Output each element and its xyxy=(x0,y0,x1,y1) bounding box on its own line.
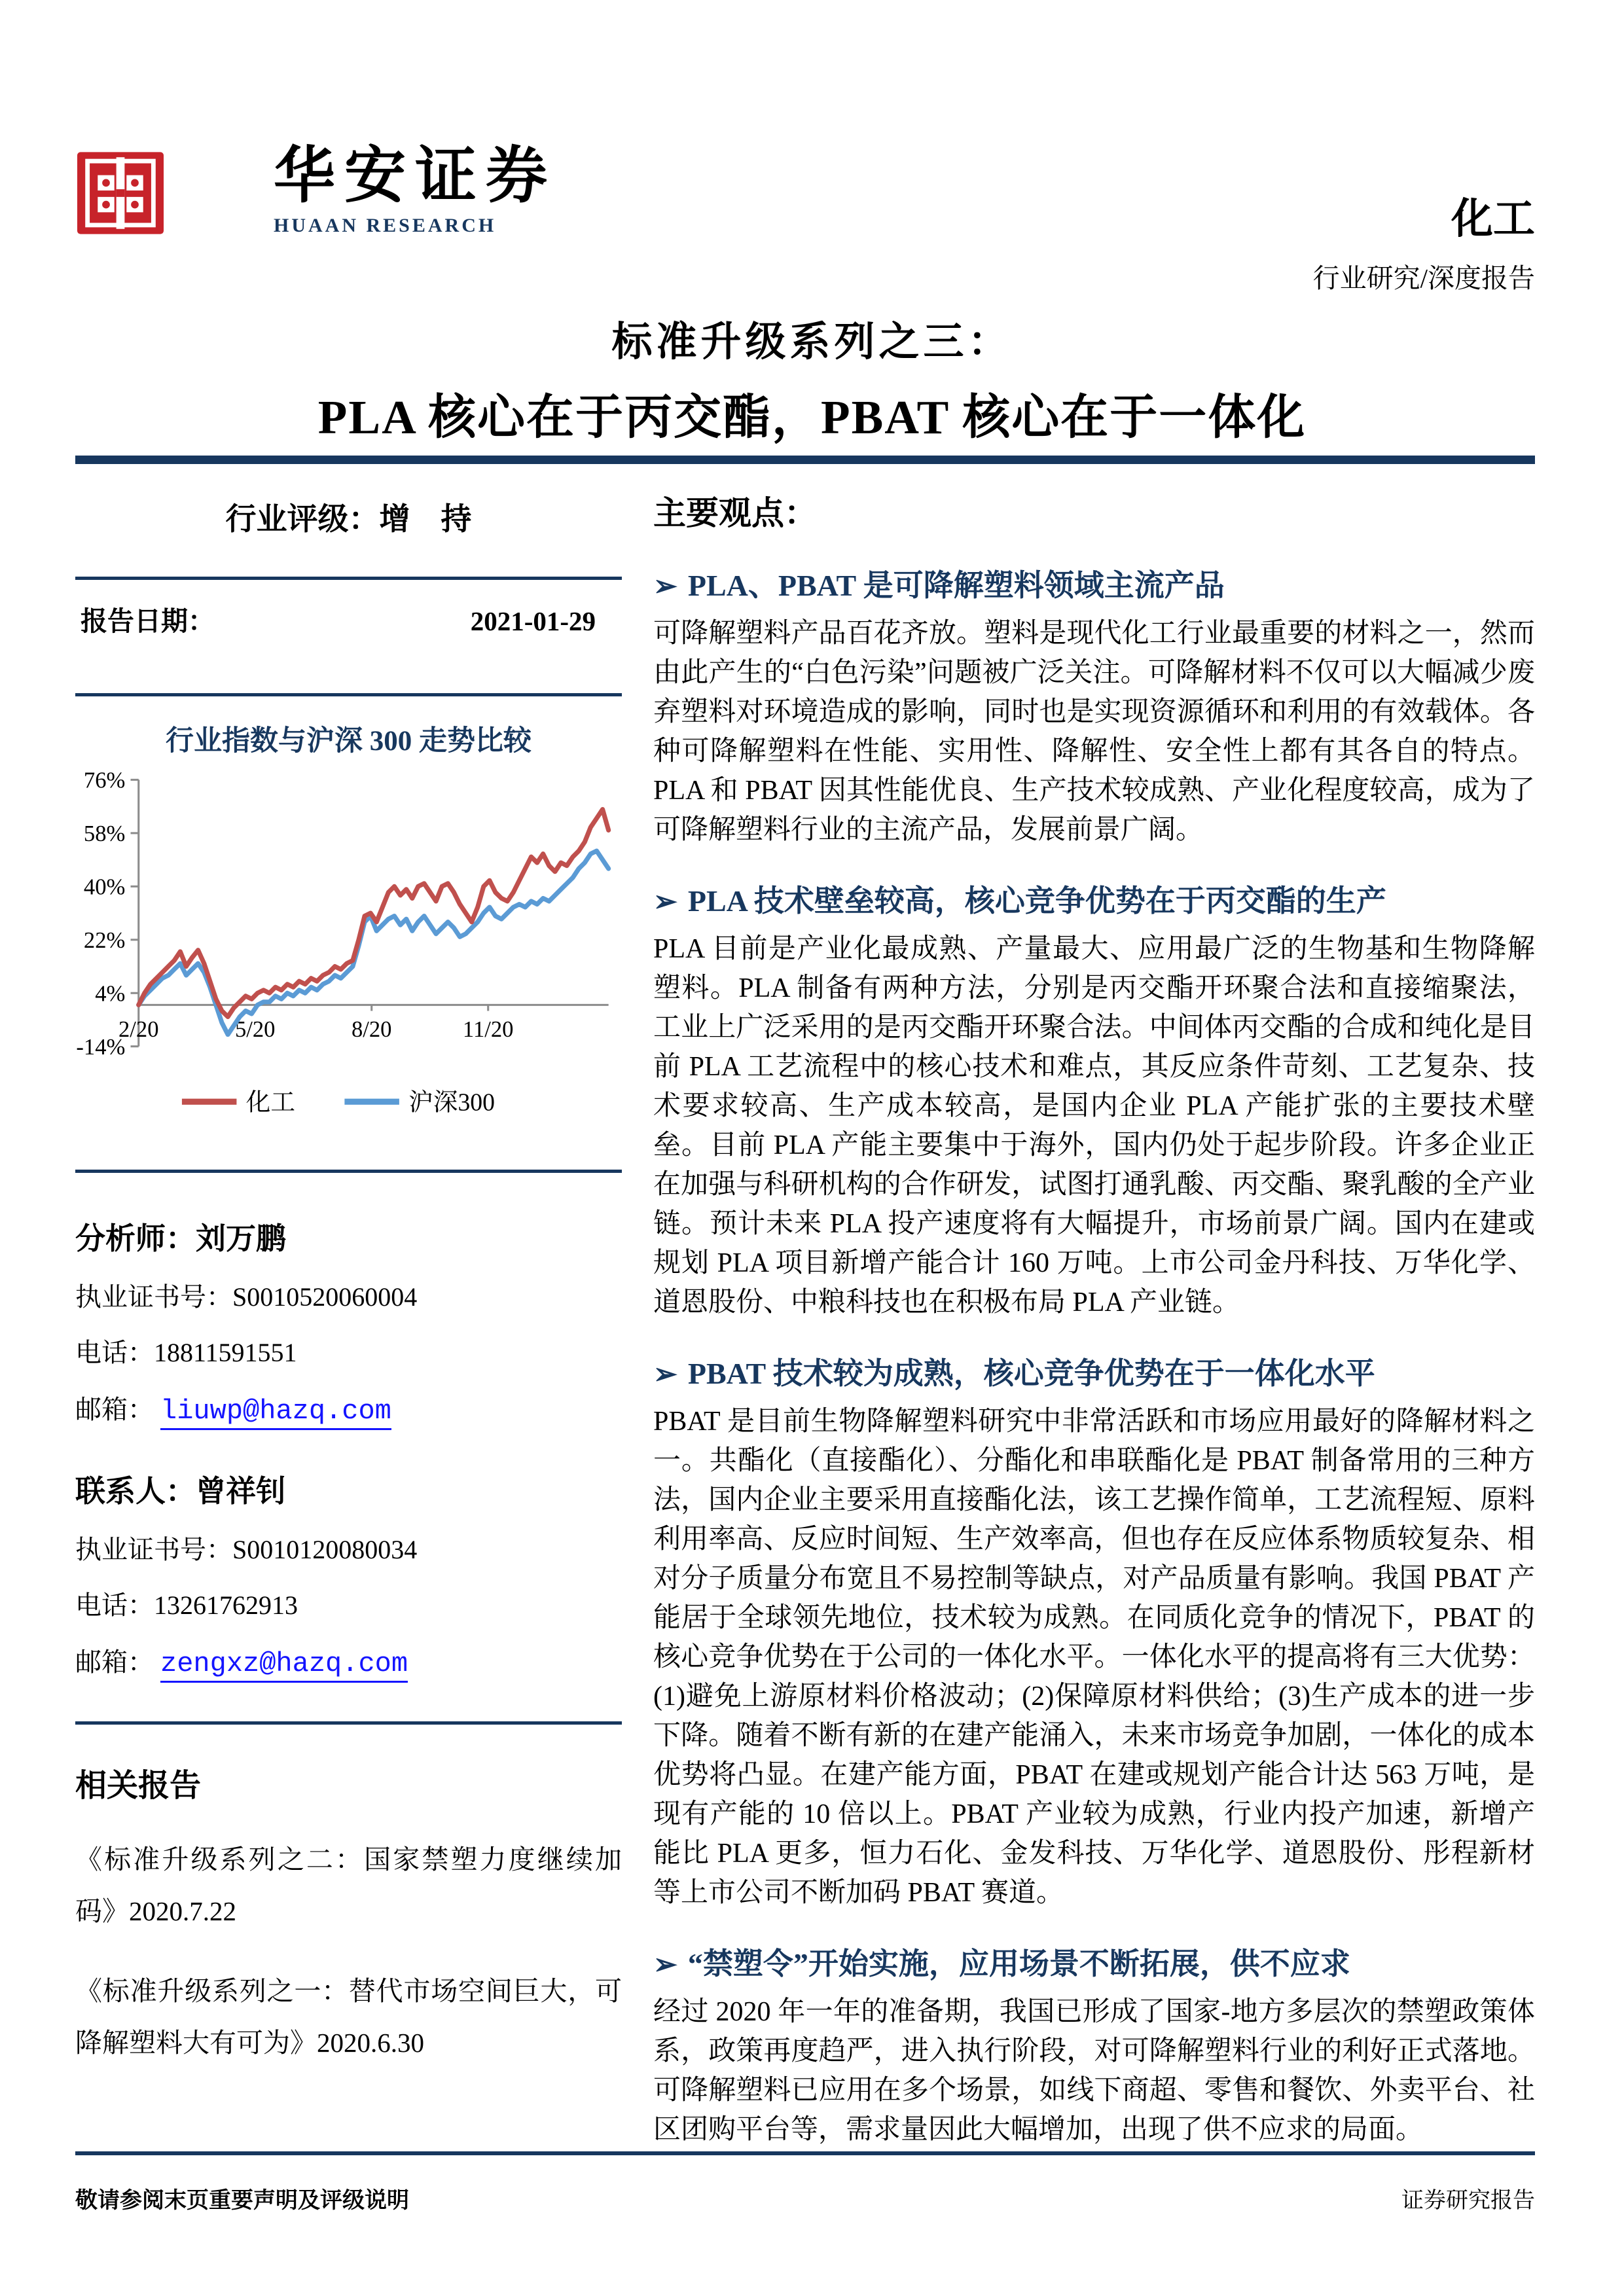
huaan-seal-logo-icon xyxy=(77,152,164,234)
footer-disclaimer: 敬请参阅末页重要声明及评级说明 xyxy=(75,2189,409,2213)
section-2-body: PLA 目前是产业化最成熟、产量最大、应用最广泛的生物基和生物降解塑料。PLA 制备有两种方法，分别是丙交酯开环聚合法和直接缩聚法，工业上广泛采用的是丙交酯开环聚合法。中间体丙交酯的合成和纯化是目前 PLA 工艺流程中的核心技术和难点，其反应条件苛刻、工艺复杂、技术要求较高、生产成本较高，是国内企业 PLA 产能扩张的主要技术壁垒。目前 PLA 产能主要集中于海外，国内仍处于起步阶段。许多企业正在加强与科研机构的合作研发，试图打通乳酸、丙交酯、聚乳酸的全产业链。预计未来 PLA 投产速度将有大幅提升，市场前景广阔。国内在建或规划 PLA 项目新增产能合计 160 万吨。上市公司金丹科技、万华化学、道恩股份、中粮科技也在积极布局 PLA 产业链。 xyxy=(653,934,1535,1318)
report-date-row xyxy=(75,580,622,655)
report-title-line2: PLA 核心在于丙交酯，PBAT 核心在于一体化 xyxy=(317,391,1307,444)
svg-text:58%: 58% xyxy=(83,821,126,847)
analyst-block xyxy=(75,1215,622,1427)
rating-value: 增 持 xyxy=(379,503,472,537)
arrow-bullet-icon: ➢ xyxy=(653,1358,677,1390)
footer xyxy=(75,2182,1535,2214)
footer-report-tag: 证券研究报告 xyxy=(1401,2189,1535,2213)
analyst-name: 分析师：刘万鹏 xyxy=(75,1222,286,1255)
section-3-title-row xyxy=(653,1350,1535,1393)
section-1-title-row xyxy=(653,562,1535,605)
rating-label: 行业评级： xyxy=(225,503,380,537)
svg-text:22%: 22% xyxy=(83,928,126,954)
divider xyxy=(75,1721,622,1725)
industry-tag: 化工 xyxy=(1451,196,1535,242)
sidebar xyxy=(75,483,622,2069)
svg-text:-14%: -14% xyxy=(76,1034,126,1060)
main-content xyxy=(653,483,1535,2149)
report-date-label: 报告日期： xyxy=(81,606,215,636)
section-1-body: 可降解塑料产品百花齐放。塑料是现代化工行业最重要的材料之一，然而由此产生的“白色污染”问题被广泛关注。可降解材料不仅可以大幅减少废弃塑料对环境造成的影响，同时也是实现资源循环和利用的有效载体。各种可降解塑料在性能、实用性、降解性、安全性上都有其各自的特点。PLA 和 PBAT 因其性能优良、生产技术较成熟、产业化程度较高，成为了可降解塑料行业的主流产品，发展前景广阔。 xyxy=(653,619,1535,845)
contact-email-row xyxy=(75,1641,622,1679)
contact-cert: 执业证书号：S0010120080034 xyxy=(75,1535,418,1564)
chart-title: 行业指数与沪深 300 走势比较 xyxy=(166,726,532,757)
svg-text:2/20: 2/20 xyxy=(118,1017,159,1043)
email-label: 邮箱： xyxy=(75,1395,154,1424)
report-date-value: 2021-01-29 xyxy=(470,606,596,636)
section-1-title: PLA、PBAT 是可降解塑料领域主流产品 xyxy=(687,569,1225,602)
arrow-bullet-icon: ➢ xyxy=(653,570,677,602)
svg-text:4%: 4% xyxy=(95,981,126,1007)
analyst-email-link[interactable]: liuwp@hazq.com xyxy=(160,1395,391,1430)
svg-text:沪深300: 沪深300 xyxy=(408,1088,495,1117)
section-4-title-row xyxy=(653,1940,1535,1983)
section-4-body: 经过 2020 年一年的准备期，我国已形成了国家-地方多层次的禁塑政策体系，政策再度趋严，进入执行阶段，对可降解塑料行业的利好正式落地。可降解塑料已应用在多个场景，如线下商超、零售和餐饮、外卖平台、社区团购平台等，需求量因此大幅增加，出现了供不应求的局面。 xyxy=(653,1997,1535,2145)
chart-wrap xyxy=(75,765,622,1132)
section-4-title: “禁塑令”开始实施，应用场景不断拓展，供不应求 xyxy=(687,1947,1350,1981)
industry-index-chart xyxy=(75,765,622,1128)
section-2-title-row xyxy=(653,877,1535,920)
brand-block xyxy=(274,142,557,237)
related-report-item: 《标准升级系列之二：国家禁塑力度继续加码》2020.7.22 xyxy=(75,1844,622,1926)
arrow-bullet-icon: ➢ xyxy=(653,1948,677,1981)
email-label: 邮箱： xyxy=(75,1647,154,1677)
contact-phone: 电话：13261762913 xyxy=(75,1590,298,1620)
brand-name-en: HUAAN RESEARCH xyxy=(274,215,497,236)
report-title-line1: 标准升级系列之三： xyxy=(611,320,1013,365)
related-reports-heading: 相关报告 xyxy=(75,1768,202,1803)
divider xyxy=(75,1170,622,1173)
report-type: 行业研究/深度报告 xyxy=(1312,263,1535,293)
title-underline xyxy=(75,456,1535,464)
related-report-item: 《标准升级系列之一：替代市场空间巨大，可降解塑料大有可为》2020.6.30 xyxy=(75,1976,622,2058)
svg-text:5/20: 5/20 xyxy=(234,1017,276,1043)
section-3-title: PBAT 技术较为成熟，核心竞争优势在于一体化水平 xyxy=(687,1357,1375,1390)
analyst-cert: 执业证书号：S0010520060004 xyxy=(75,1282,418,1312)
contact-name: 联系人：曾祥钊 xyxy=(75,1475,286,1508)
content-columns xyxy=(75,483,1535,2149)
arrow-bullet-icon: ➢ xyxy=(653,886,677,918)
section-3-body: PBAT 是目前生物降解塑料研究中非常活跃和市场应用最好的降解材料之一。共酯化（直接酯化）、分酯化和串联酯化是 PBAT 制备常用的三种方法，国内企业主要采用直接酯化法，该工艺操作简单，工艺流程短、原料利用率高、反应时间短、生产效率高，但也存在反应体系物质较复杂、相对分子质量分布宽且不易控制等缺点，对产品质量有影响。我国 PBAT 产能居于全球领先地位，技术较为成熟。在同质化竞争的情况下，PBAT 的核心竞争优势在于公司的一体化水平。一体化水平的提高将有三大优势：(1)避免上游原材料价格波动；(2)保障原材料供给；(3)生产成本的进一步下降。随着不断有新的在建产能涌入，未来市场竞争加剧，一体化的成本优势将凸显。在建产能方面，PBAT 在建或规划产能合计达 563 万吨，是现有产能的 10 倍以上。PBAT 产业较为成熟，行业内投产加速，新增产能比 PLA 更多，恒力石化、金发科技、万华化学、道恩股份、彤程新材等上市公司不断加码 PBAT 赛道。 xyxy=(653,1407,1535,1908)
main-heading: 主要观点： xyxy=(653,495,817,531)
contact-email-link[interactable]: zengxz@hazq.com xyxy=(160,1648,408,1683)
divider xyxy=(75,693,622,696)
svg-text:76%: 76% xyxy=(83,768,126,793)
brand-name-cn: 华安证券 xyxy=(274,142,557,210)
svg-text:11/20: 11/20 xyxy=(462,1017,514,1043)
analyst-phone: 电话：18811591551 xyxy=(75,1338,297,1367)
svg-text:40%: 40% xyxy=(83,874,126,900)
industry-rating xyxy=(75,495,622,539)
analyst-email-row xyxy=(75,1389,622,1427)
footer-divider xyxy=(75,2151,1535,2155)
contact-block xyxy=(75,1467,622,1679)
svg-text:8/20: 8/20 xyxy=(351,1017,392,1043)
section-2-title: PLA 技术壁垒较高，核心竞争优势在于丙交酯的生产 xyxy=(687,884,1386,918)
svg-text:化工: 化工 xyxy=(245,1088,296,1117)
